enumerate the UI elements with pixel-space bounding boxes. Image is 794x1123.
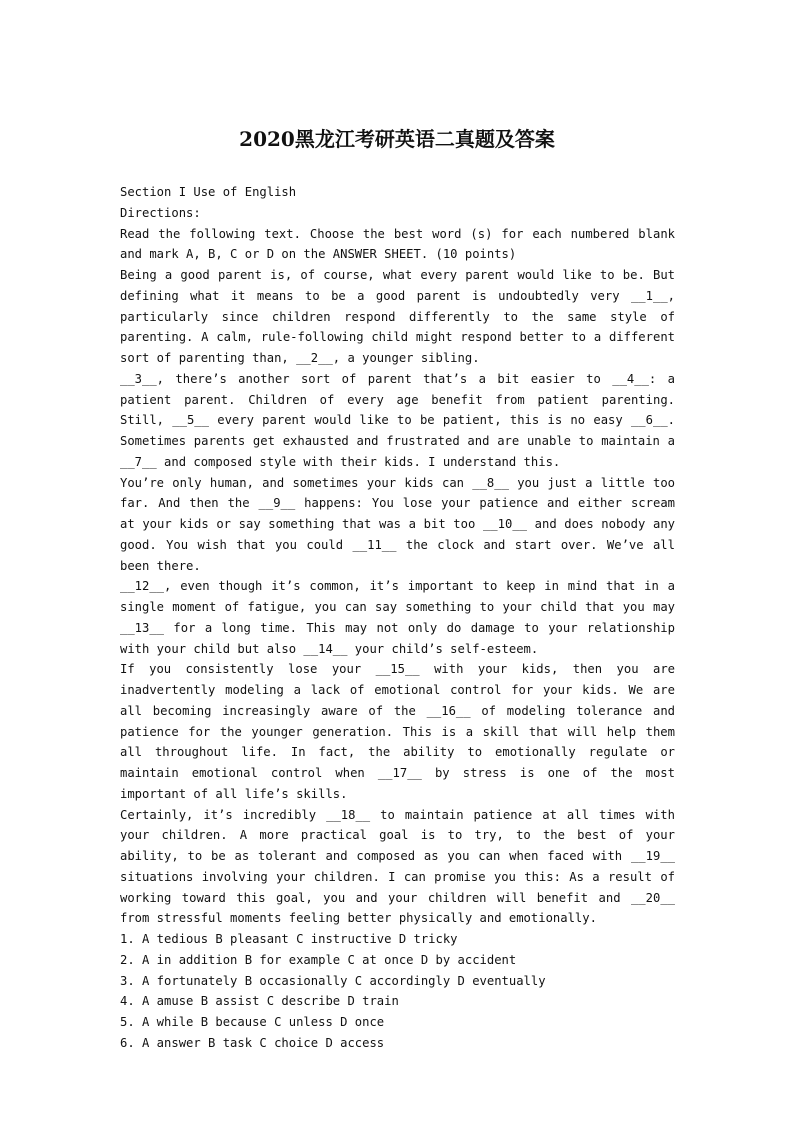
passage-paragraph-6: Certainly, it’s incredibly __18__ to maintain patience at all times with your children. A more practical goal is to try, to the best of your ability, to be as tolerant and composed as you can when faced with __19__ situations involving your children. I can promise you this: As a result of working toward this goal, you and your children will benefit and __20__ from stressful moments feeling better physically and emotionally. bbox=[120, 807, 675, 926]
option-item: 4. A amuse B assist C describe D train bbox=[120, 994, 399, 1009]
section-heading: Section I Use of English bbox=[120, 185, 297, 199]
option-item: 6. A answer B task C choice D access bbox=[120, 1035, 385, 1050]
document-body bbox=[120, 182, 675, 1054]
directions-text: Read the following text. Choose the best word (s) for each numbered blank and mark A, B, C or D on the ANSWER SHEET. (10 points) bbox=[120, 226, 675, 262]
directions-label: Directions: bbox=[120, 205, 201, 220]
option-item: 3. A fortunately B occasionally C accordingly D eventually bbox=[120, 973, 546, 988]
answer-options-list bbox=[120, 929, 675, 1054]
document-title: 2020黑龙江考研英语二真题及答案 bbox=[239, 127, 555, 151]
option-item: 2. A in addition B for example C at once D by accident bbox=[120, 952, 517, 967]
passage-paragraph-2: __3__, there’s another sort of parent that’s a bit easier to __4__: a patient parent. Children of every age benefit from patient parenting. Still, __5__ every parent would like to be patient, this is no easy __6__. Sometimes parents get exhausted and frustrated and are unable to maintain a __7__ and composed style with their kids. I understand this. bbox=[120, 371, 675, 469]
passage-paragraph-4: __12__, even though it’s common, it’s important to keep in mind that in a single moment of fatigue, you can say something to your child that you may __13__ for a long time. This may not only do damage to your relationship with your child but also __14__ your child’s self-esteem. bbox=[120, 579, 675, 656]
option-item: 5. A while B because C unless D once bbox=[120, 1015, 385, 1029]
passage-paragraph-1: Being a good parent is, of course, what every parent would like to be. But defining what it means to be a good parent is undoubtedly very __1__, particularly since children respond differently to the same style of parenting. A calm, rule-following child might respond better to a different sort of parenting than, __2__, a younger sibling. bbox=[120, 268, 675, 365]
passage-paragraph-5: If you consistently lose your __15__ with your kids, then you are inadvertently modeling a lack of emotional control for your kids. We are all becoming increasingly aware of the __16__ of modeling tolerance and patience for the younger generation. This is a skill that will help them all throughout life. In fact, the ability to emotionally regulate or maintain emotional control when __17__ by stress is one of the most important of all life’s skills. bbox=[120, 662, 675, 801]
passage-paragraph-3: You’re only human, and sometimes your kids can __8__ you just a little too far. And then the __9__ happens: You lose your patience and either scream at your kids or say something that was a bit too __10__ and does nobody any good. You wish that you could __11__ the clock and start over. We’ve all been there. bbox=[120, 475, 675, 573]
option-item: 1. A tedious B pleasant C instructive D tricky bbox=[120, 932, 458, 946]
